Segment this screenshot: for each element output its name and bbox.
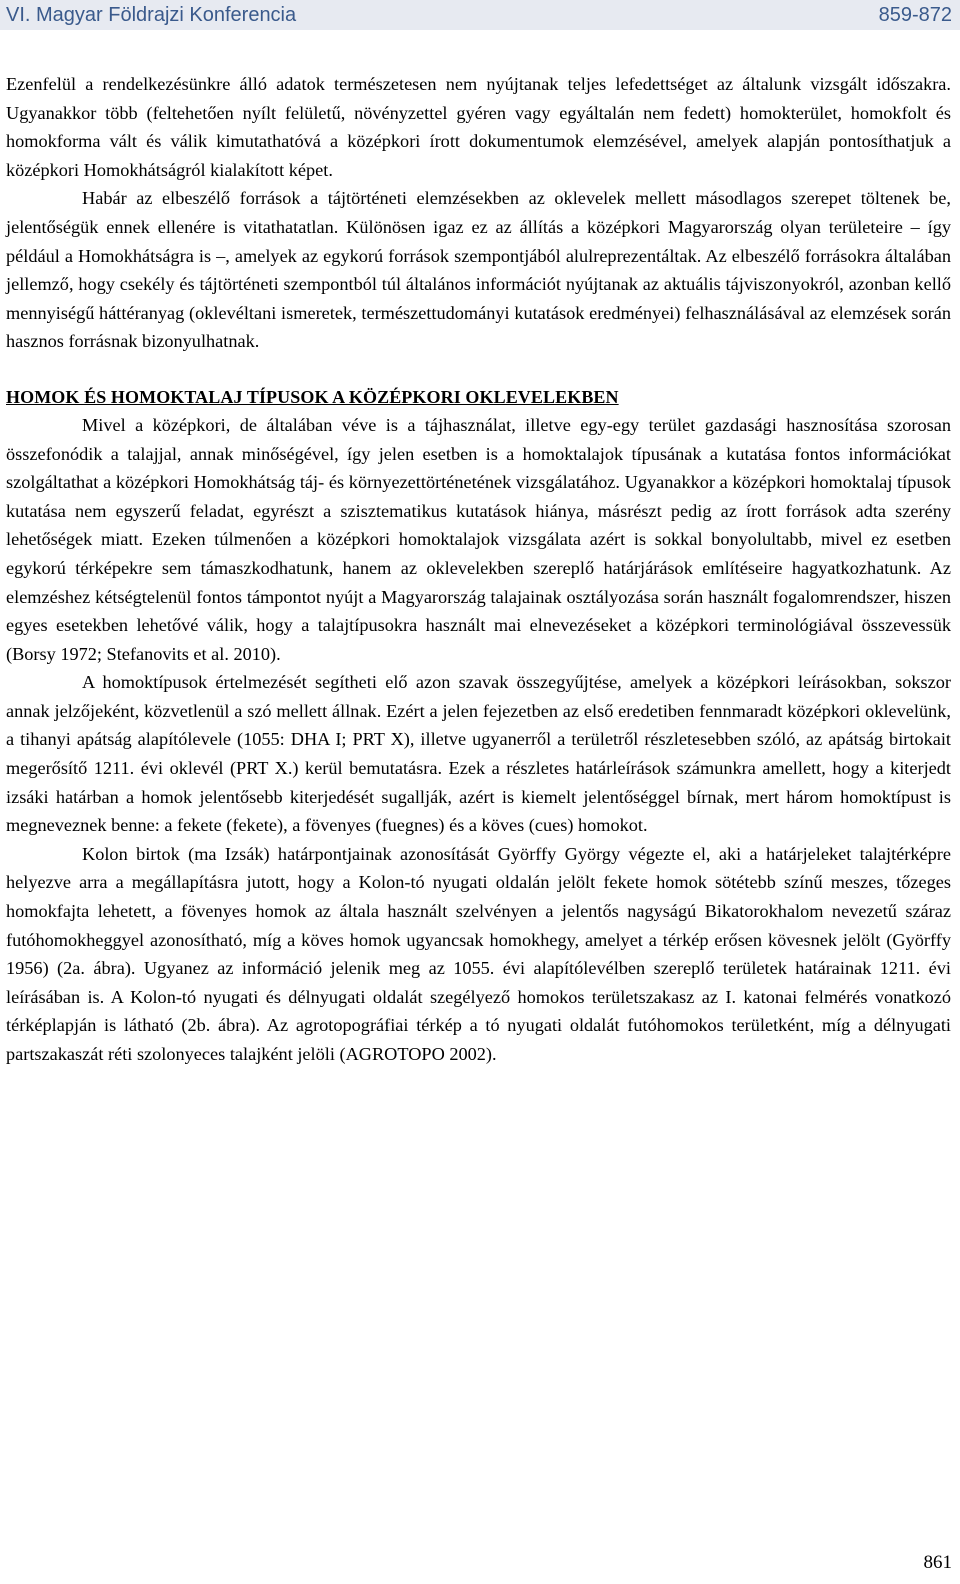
paragraph: Mivel a középkori, de általában véve is a tájhasználat, illetve egy-egy terület gazdasági hasznosítása szorosan összefonódik a talajjal, annak minőségével, így jelen esetben is a homoktalajok típusának a kutatása fontos információkat szolgáltathat a középkori Homokhátság táj- és környezettörténetének vizsgálatához. Ugyanakkor a középkori homoktalaj típusok kutatása nem egyszerű feladat, egyrészt a szisztematikus kutatások hiánya, másrészt pedig az írott források adta szerény lehetőségek miatt. Ezeken túlmenően a középkori homoktalajok vizsgálata azért is sokkal bonyolultabb, mivel ez esetben egykorú térképekre sem támaszkodhatunk, hanem az oklevelekben szereplő határjárások említéseire hagyatkozhatunk. Az elemzéshez kétségtelenül fontos támpontot nyújt a Magyarország talajainak osztályozása során használt fogalomrendszer, hiszen egyes esetekben lehetővé válik, hogy a talajtípusokra használt mai elnevezéseket a középkori terminológiával összevessük (Borsy 1972; Stefanovits et al. 2010). <box>6 414 951 664</box>
article-body <box>6 70 951 1069</box>
paragraph: Ezenfelül a rendelkezésünkre álló adatok természetesen nem nyújtanak teljes lefedettséget az általunk vizsgált időszakra. Ugyanakkor több (feltehetően nyílt felületű, növényzettel gyéren vagy egyáltalán nem fedett) homokterület, homokfolt és homokforma vált és válik kimutathatóvá a középkori írott dokumentumok elemzésével, amelyek alapján pontosíthatjuk a középkori Homokhátságról kialakított képet. <box>6 74 951 180</box>
paragraph: A homoktípusok értelmezését segítheti elő azon szavak összegyűjtése, amelyek a középkori leírásokban, sokszor annak jelzőjeként, közvetlenül a szó mellett állnak. Ezért a jelen fejezetben az első eredetiben fennmaradt középkori oklevelünk, a tihanyi apátság alapítólevele (1055: DHA I; PRT X), illetve ugyanerről a területről részletesebben szóló, az apátság birtokait megerősítő 1211. évi oklevél (PRT X.) kerül bemutatásra. Ezek a részletes határleírások számunkra amellett, hogy a kiterjedt izsáki határban a homok jelentősebb kiterjedését sugallják, azért is kiemelt jelentőséggel bírnak, mert három homoktípust is megneveznek benne: a fekete (fekete), a fövenyes (fuegnes) és a köves (cues) homokot. <box>6 672 951 836</box>
page-number: 861 <box>923 1552 952 1573</box>
page-range: 859-872 <box>878 4 952 26</box>
paragraph: Kolon birtok (ma Izsák) határpontjainak azonosítását Györffy György végezte el, aki a határjeleket talajtérképre helyezve arra a megállapításra jutott, hogy a Kolon-tó nyugati oldalán jelölt fekete homok sötétebb színű meszes, tőzeges homokfajta lehetett, a fövenyes homok az általa használt szelvényen a jelentős nagyságú Bikatorokhalom nevezetű száraz futóhomokheggyel azonosítható, míg a köves homok ugyancsak homokhegy, amelyet a térkép erősen kövesnek jelölt (Györffy 1956) (2a. ábra). Ugyanez az információ jelenik meg az 1055. évi alapítólevélben szereplő területek határainak 1211. évi leírásában is. A Kolon-tó nyugati és délnyugati oldalát szegélyező homokos területszakasz az I. katonai felmérés vonatkozó térképlapján is látható (2b. ábra). Az agrotopográfiai térkép a tó nyugati oldalát futóhomokos területként, míg a délnyugati partszakaszát réti szolonyeces talajként jelöli (AGROTOPO 2002). <box>6 843 951 1064</box>
running-header <box>0 0 960 30</box>
section-heading: HOMOK ÉS HOMOKTALAJ TÍPUSOK A KÖZÉPKORI OKLEVELEKBEN <box>6 386 619 407</box>
conference-title: VI. Magyar Földrajzi Konferencia <box>6 4 297 26</box>
paragraph: Habár az elbeszélő források a tájtörténeti elemzésekben az oklevelek mellett másodlagos szerepet töltenek be, jelentőségük ennek ellenére is vitathatatlan. Különösen igaz ez az állítás a középkori Magyarország olyan területeire – így például a Homokhátságra is –, amelyek az egykorú források szempontjából alulreprezentáltak. Az elbeszélő forrásokra általában jellemző, hogy csekély és tájtörténeti szempontból túl általános információt nyújtanak az aktuális tájviszonyokról, azonban kellő mennyiségű háttéranyag (oklevéltani ismeretek, természettudományi kutatások eredményei) felhasználásával az elemzések során hasznos forrásnak bizonyulhatnak. <box>6 188 951 352</box>
